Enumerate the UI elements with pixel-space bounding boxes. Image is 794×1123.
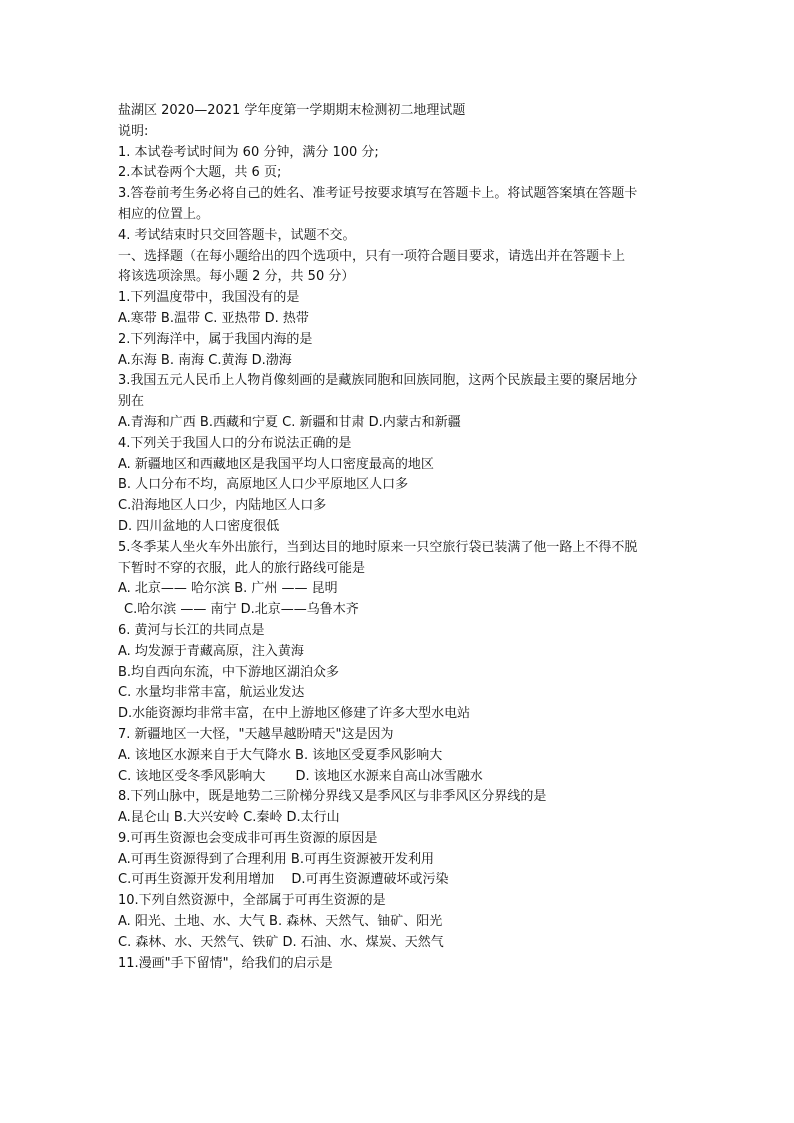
question-option: A. 均发源于青藏高原，注入黄海 <box>118 643 304 659</box>
question-options: C.可再生资源开发利用增加 D.可再生资源遭破坏或污染 <box>118 872 449 888</box>
question-text: 7. 新疆地区一大怪，"天越旱越盼晴天"这是因为 <box>118 726 394 742</box>
instruction-line: 2.本试卷两个大题，共 6 页; <box>118 165 282 181</box>
question-text: 下暂时不穿的衣服，此人的旅行路线可能是 <box>118 560 366 576</box>
question-options: A.寒带 B.温带 C. 亚热带 D. 热带 <box>118 310 309 326</box>
instruction-line: 3.答卷前考生务必将自己的姓名、准考证号按要求填写在答题卡上。将试题答案填在答题卡 <box>118 186 638 202</box>
exam-title: 盐湖区 2020—2021 学年度第一学期期末检测初二地理试题 <box>118 103 466 118</box>
section-heading: 将该选项涂黑。每小题 2 分，共 50 分） <box>118 269 355 285</box>
question-text: 4.下列关于我国人口的分布说法正确的是 <box>118 435 352 451</box>
question-text: 3.我国五元人民币上人物肖像刻画的是藏族同胞和回族同胞，这两个民族最主要的聚居地分 <box>118 373 638 389</box>
question-text: 2.下列海洋中，属于我国内海的是 <box>118 331 313 347</box>
question-options: C. 该地区受冬季风影响大 D. 该地区水源来自高山冰雪融水 <box>118 768 483 784</box>
instruction-line: 1. 本试卷考试时间为 60 分钟，满分 100 分; <box>118 144 379 160</box>
section-heading: 一、选择题（在每小题给出的四个选项中，只有一项符合题目要求，请选出并在答题卡上 <box>118 248 626 264</box>
question-option: C. 水量均非常丰富，航运业发达 <box>118 685 305 701</box>
instructions-heading: 说明: <box>118 123 149 139</box>
question-option: D. 四川盆地的人口密度很低 <box>118 518 280 534</box>
question-options: A. 该地区水源来自于大气降水 B. 该地区受夏季风影响大 <box>118 747 443 763</box>
question-options: C. 森林、水、天然气、铁矿 D. 石油、水、煤炭、天然气 <box>118 934 444 950</box>
instruction-line: 相应的位置上。 <box>118 206 210 222</box>
question-option: B. 人口分布不均，高原地区人口少平原地区人口多 <box>118 477 409 493</box>
question-options: A.青海和广西 B.西藏和宁夏 C. 新疆和甘肃 D.内蒙古和新疆 <box>118 414 461 430</box>
question-text: 11.漫画"手下留情"，给我们的启示是 <box>118 955 333 971</box>
exam-text <box>118 101 678 974</box>
question-text: 5.冬季某人坐火车外出旅行，当到达目的地时原来一只空旅行袋已装满了他一路上不得不脱 <box>118 539 638 555</box>
question-options: C.哈尔滨 —— 南宁 D.北京——乌鲁木齐 <box>124 602 359 618</box>
question-text: 1.下列温度带中，我国没有的是 <box>118 290 300 306</box>
question-options: A.东海 B. 南海 C.黄海 D.渤海 <box>118 352 292 368</box>
question-options: A.可再生资源得到了合理利用 B.可再生资源被开发利用 <box>118 851 434 867</box>
question-text: 10.下列自然资源中，全部属于可再生资源的是 <box>118 893 386 909</box>
question-text: 6. 黄河与长江的共同点是 <box>118 622 265 638</box>
question-option: B.均自西向东流，中下游地区湖泊众多 <box>118 664 340 680</box>
question-text: 9.可再生资源也会变成非可再生资源的原因是 <box>118 830 378 846</box>
question-text: 别在 <box>118 394 145 410</box>
instruction-line: 4. 考试结束时只交回答题卡，试题不交。 <box>118 227 356 243</box>
question-text: 8.下列山脉中，既是地势二三阶梯分界线又是季风区与非季风区分界线的是 <box>118 789 547 805</box>
question-options: A. 阳光、土地、水、大气 B. 森林、天然气、铀矿、阳光 <box>118 914 443 930</box>
question-option: A. 新疆地区和西藏地区是我国平均人口密度最高的地区 <box>118 456 434 472</box>
question-options: A. 北京—— 哈尔滨 B. 广州 —— 昆明 <box>118 581 338 597</box>
question-options: A.昆仑山 B.大兴安岭 C.秦岭 D.太行山 <box>118 810 340 826</box>
question-option: D.水能资源均非常丰富，在中上游地区修建了许多大型水电站 <box>118 706 471 722</box>
question-option: C.沿海地区人口少，内陆地区人口多 <box>118 498 327 514</box>
